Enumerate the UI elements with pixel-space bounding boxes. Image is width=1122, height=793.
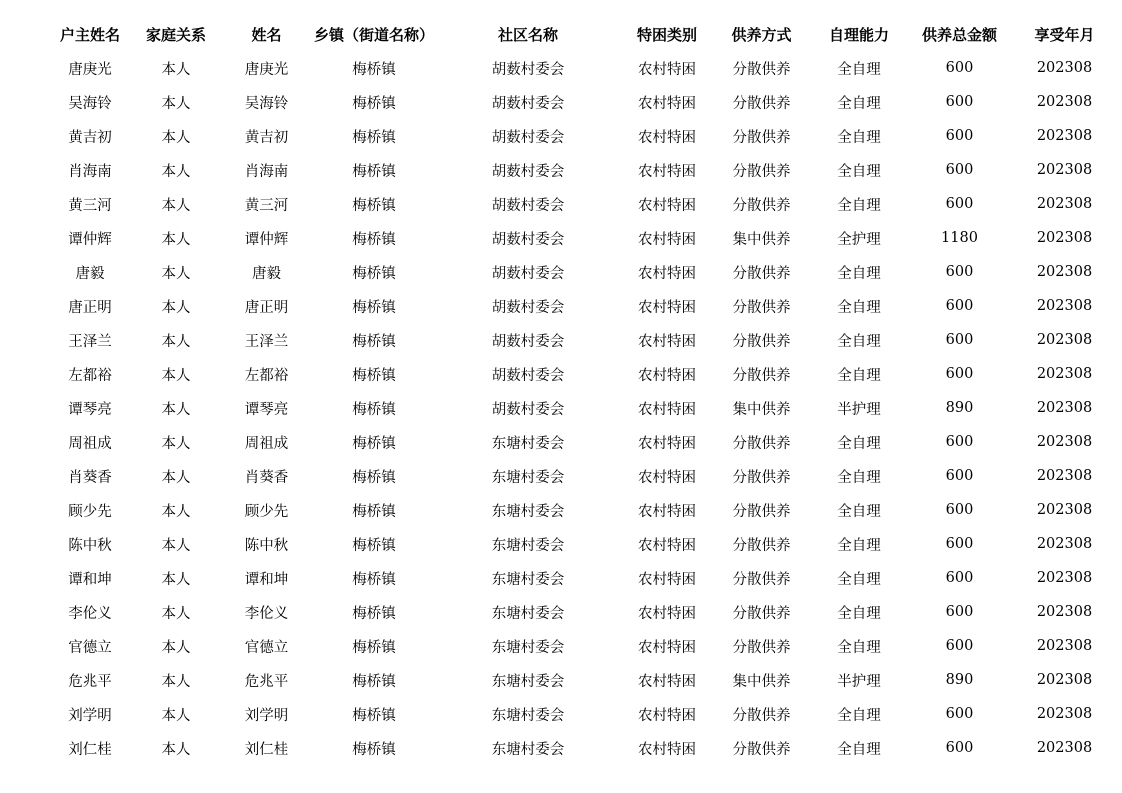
cell-relief-category: 农村特困 xyxy=(638,299,696,316)
cell-total-amount: 600 xyxy=(945,570,974,586)
cell-family-relation: 本人 xyxy=(161,639,191,656)
table-row xyxy=(0,289,1122,323)
cell-community: 胡薮村委会 xyxy=(491,163,565,180)
cell-year-month: 202308 xyxy=(1036,638,1093,654)
cell-support-method: 分散供养 xyxy=(732,333,791,350)
cell-family-relation: 本人 xyxy=(161,435,191,452)
cell-support-method: 集中供养 xyxy=(732,231,791,248)
cell-householder-name: 王泽兰 xyxy=(68,333,112,350)
cell-self-care-ability: 全自理 xyxy=(837,639,881,656)
cell-self-care-ability: 全自理 xyxy=(837,265,881,282)
cell-householder-name: 官德立 xyxy=(68,639,112,656)
cell-support-method: 分散供养 xyxy=(732,571,791,588)
cell-total-amount: 600 xyxy=(945,298,974,314)
header-total-amount: 供养总金额 xyxy=(921,25,997,44)
header-name: 姓名 xyxy=(251,25,282,44)
cell-township: 梅桥镇 xyxy=(352,571,396,588)
cell-name: 王泽兰 xyxy=(244,333,289,350)
cell-self-care-ability: 全自理 xyxy=(837,503,881,520)
cell-support-method: 分散供养 xyxy=(732,537,791,554)
cell-support-method: 分散供养 xyxy=(732,707,791,724)
cell-householder-name: 唐毅 xyxy=(75,265,105,282)
cell-family-relation: 本人 xyxy=(161,163,191,180)
table-row xyxy=(0,493,1122,527)
cell-community: 东塘村委会 xyxy=(491,469,565,486)
cell-householder-name: 唐庚光 xyxy=(68,61,112,78)
cell-relief-category: 农村特困 xyxy=(638,163,696,180)
cell-total-amount: 600 xyxy=(945,128,974,144)
cell-community: 胡薮村委会 xyxy=(491,95,565,112)
cell-householder-name: 肖海南 xyxy=(68,163,112,180)
cell-township: 梅桥镇 xyxy=(352,537,396,554)
cell-support-method: 分散供养 xyxy=(732,265,791,282)
cell-self-care-ability: 全自理 xyxy=(837,571,881,588)
cell-community: 胡薮村委会 xyxy=(491,265,565,282)
cell-relief-category: 农村特困 xyxy=(638,95,696,112)
cell-support-method: 分散供养 xyxy=(732,299,791,316)
cell-name: 谭仲辉 xyxy=(244,231,289,248)
cell-year-month: 202308 xyxy=(1036,536,1093,552)
cell-community: 胡薮村委会 xyxy=(491,299,565,316)
cell-family-relation: 本人 xyxy=(161,129,191,146)
cell-householder-name: 刘学明 xyxy=(68,707,112,724)
cell-family-relation: 本人 xyxy=(161,503,191,520)
cell-township: 梅桥镇 xyxy=(352,639,396,656)
cell-support-method: 分散供养 xyxy=(732,95,791,112)
cell-community: 东塘村委会 xyxy=(491,639,565,656)
cell-community: 东塘村委会 xyxy=(491,673,565,690)
cell-support-method: 集中供养 xyxy=(732,401,791,418)
cell-name: 顾少先 xyxy=(244,503,289,520)
cell-township: 梅桥镇 xyxy=(352,265,396,282)
cell-householder-name: 谭琴亮 xyxy=(68,401,112,418)
cell-community: 东塘村委会 xyxy=(491,503,565,520)
cell-total-amount: 600 xyxy=(945,434,974,450)
cell-total-amount: 600 xyxy=(945,94,974,110)
cell-township: 梅桥镇 xyxy=(352,163,396,180)
table-row xyxy=(0,663,1122,697)
cell-relief-category: 农村特困 xyxy=(638,197,696,214)
cell-community: 东塘村委会 xyxy=(491,605,565,622)
cell-householder-name: 谭仲辉 xyxy=(68,231,112,248)
table-row xyxy=(0,51,1122,85)
cell-name: 唐毅 xyxy=(252,265,281,282)
cell-total-amount: 600 xyxy=(945,162,974,178)
cell-total-amount: 600 xyxy=(945,536,974,552)
cell-year-month: 202308 xyxy=(1036,604,1093,620)
cell-family-relation: 本人 xyxy=(161,265,191,282)
cell-year-month: 202308 xyxy=(1036,94,1093,110)
cell-self-care-ability: 全自理 xyxy=(837,707,881,724)
cell-community: 东塘村委会 xyxy=(491,707,565,724)
cell-relief-category: 农村特困 xyxy=(638,741,696,758)
table-row xyxy=(0,731,1122,765)
cell-community: 东塘村委会 xyxy=(491,537,565,554)
cell-total-amount: 890 xyxy=(945,672,974,688)
cell-householder-name: 顾少先 xyxy=(68,503,112,520)
cell-family-relation: 本人 xyxy=(161,741,191,758)
header-township: 乡镇（街道名称） xyxy=(313,25,434,44)
cell-family-relation: 本人 xyxy=(161,197,191,214)
cell-total-amount: 1180 xyxy=(941,230,978,246)
cell-township: 梅桥镇 xyxy=(352,435,396,452)
table-row xyxy=(0,255,1122,289)
cell-name: 谭和坤 xyxy=(244,571,289,588)
cell-township: 梅桥镇 xyxy=(352,741,396,758)
cell-family-relation: 本人 xyxy=(161,231,191,248)
cell-self-care-ability: 半护理 xyxy=(837,401,881,418)
cell-township: 梅桥镇 xyxy=(352,129,396,146)
cell-support-method: 分散供养 xyxy=(732,605,791,622)
cell-total-amount: 600 xyxy=(945,196,974,212)
cell-name: 周祖成 xyxy=(244,435,289,452)
cell-township: 梅桥镇 xyxy=(352,707,396,724)
cell-self-care-ability: 全自理 xyxy=(837,163,881,180)
cell-family-relation: 本人 xyxy=(161,333,191,350)
cell-year-month: 202308 xyxy=(1036,672,1093,688)
cell-total-amount: 600 xyxy=(945,706,974,722)
cell-relief-category: 农村特困 xyxy=(638,605,696,622)
cell-householder-name: 黄吉初 xyxy=(68,129,112,146)
cell-total-amount: 890 xyxy=(945,400,974,416)
cell-name: 危兆平 xyxy=(244,673,289,690)
cell-community: 胡薮村委会 xyxy=(491,401,565,418)
cell-community: 胡薮村委会 xyxy=(491,129,565,146)
cell-householder-name: 陈中秋 xyxy=(68,537,112,554)
cell-total-amount: 600 xyxy=(945,638,974,654)
table-row xyxy=(0,357,1122,391)
cell-support-method: 分散供养 xyxy=(732,435,791,452)
cell-family-relation: 本人 xyxy=(161,537,191,554)
cell-year-month: 202308 xyxy=(1036,196,1093,212)
cell-township: 梅桥镇 xyxy=(352,231,396,248)
cell-township: 梅桥镇 xyxy=(352,333,396,350)
table-row xyxy=(0,595,1122,629)
table-header-row xyxy=(0,17,1122,51)
table-row xyxy=(0,119,1122,153)
cell-householder-name: 肖葵香 xyxy=(68,469,112,486)
cell-year-month: 202308 xyxy=(1036,366,1093,382)
cell-name: 唐正明 xyxy=(244,299,289,316)
cell-householder-name: 黄三河 xyxy=(68,197,112,214)
cell-year-month: 202308 xyxy=(1036,502,1093,518)
cell-relief-category: 农村特困 xyxy=(638,435,696,452)
cell-relief-category: 农村特困 xyxy=(638,503,696,520)
cell-family-relation: 本人 xyxy=(161,299,191,316)
cell-name: 肖葵香 xyxy=(244,469,289,486)
cell-name: 肖海南 xyxy=(244,163,289,180)
cell-township: 梅桥镇 xyxy=(352,401,396,418)
cell-support-method: 分散供养 xyxy=(732,129,791,146)
table-row xyxy=(0,391,1122,425)
cell-township: 梅桥镇 xyxy=(352,367,396,384)
cell-year-month: 202308 xyxy=(1036,332,1093,348)
header-support-method: 供养方式 xyxy=(731,25,792,44)
table-row xyxy=(0,85,1122,119)
cell-self-care-ability: 全自理 xyxy=(837,129,881,146)
cell-year-month: 202308 xyxy=(1036,298,1093,314)
cell-self-care-ability: 全自理 xyxy=(837,741,881,758)
cell-year-month: 202308 xyxy=(1036,740,1093,756)
cell-support-method: 分散供养 xyxy=(732,61,791,78)
cell-householder-name: 吴海铃 xyxy=(68,95,112,112)
cell-householder-name: 李伦义 xyxy=(68,605,112,622)
cell-township: 梅桥镇 xyxy=(352,95,396,112)
cell-name: 刘仁桂 xyxy=(244,741,289,758)
cell-relief-category: 农村特困 xyxy=(638,639,696,656)
cell-family-relation: 本人 xyxy=(161,367,191,384)
cell-township: 梅桥镇 xyxy=(352,673,396,690)
table-row xyxy=(0,221,1122,255)
cell-relief-category: 农村特困 xyxy=(638,707,696,724)
cell-community: 胡薮村委会 xyxy=(491,333,565,350)
cell-self-care-ability: 全自理 xyxy=(837,435,881,452)
cell-support-method: 分散供养 xyxy=(732,639,791,656)
cell-support-method: 分散供养 xyxy=(732,197,791,214)
cell-self-care-ability: 全自理 xyxy=(837,469,881,486)
cell-total-amount: 600 xyxy=(945,60,974,76)
cell-community: 东塘村委会 xyxy=(491,741,565,758)
cell-relief-category: 农村特困 xyxy=(638,231,696,248)
header-householder-name: 户主姓名 xyxy=(59,25,120,44)
cell-householder-name: 左都裕 xyxy=(68,367,112,384)
cell-support-method: 分散供养 xyxy=(732,367,791,384)
cell-self-care-ability: 半护理 xyxy=(837,673,881,690)
table-row xyxy=(0,629,1122,663)
cell-community: 胡薮村委会 xyxy=(491,61,565,78)
cell-township: 梅桥镇 xyxy=(352,197,396,214)
cell-relief-category: 农村特困 xyxy=(638,129,696,146)
cell-relief-category: 农村特困 xyxy=(638,367,696,384)
cell-family-relation: 本人 xyxy=(161,401,191,418)
cell-township: 梅桥镇 xyxy=(352,605,396,622)
table-row xyxy=(0,153,1122,187)
relief-roster-table xyxy=(0,17,1122,765)
table-row xyxy=(0,527,1122,561)
cell-year-month: 202308 xyxy=(1036,468,1093,484)
cell-name: 唐庚光 xyxy=(244,61,289,78)
table-row xyxy=(0,323,1122,357)
cell-self-care-ability: 全自理 xyxy=(837,537,881,554)
cell-support-method: 集中供养 xyxy=(732,673,791,690)
cell-name: 黄三河 xyxy=(244,197,289,214)
table-row xyxy=(0,187,1122,221)
cell-community: 东塘村委会 xyxy=(491,571,565,588)
table-row xyxy=(0,425,1122,459)
header-relief-category: 特困类别 xyxy=(636,25,697,44)
cell-family-relation: 本人 xyxy=(161,571,191,588)
table-row xyxy=(0,697,1122,731)
cell-self-care-ability: 全自理 xyxy=(837,61,881,78)
cell-name: 左都裕 xyxy=(244,367,289,384)
cell-year-month: 202308 xyxy=(1036,706,1093,722)
cell-community: 胡薮村委会 xyxy=(491,367,565,384)
cell-householder-name: 谭和坤 xyxy=(68,571,112,588)
cell-year-month: 202308 xyxy=(1036,264,1093,280)
cell-name: 李伦义 xyxy=(244,605,289,622)
cell-community: 胡薮村委会 xyxy=(491,231,565,248)
cell-name: 谭琴亮 xyxy=(244,401,289,418)
cell-family-relation: 本人 xyxy=(161,95,191,112)
cell-self-care-ability: 全自理 xyxy=(837,367,881,384)
cell-township: 梅桥镇 xyxy=(352,299,396,316)
cell-relief-category: 农村特困 xyxy=(638,673,696,690)
cell-householder-name: 周祖成 xyxy=(68,435,112,452)
cell-total-amount: 600 xyxy=(945,502,974,518)
cell-relief-category: 农村特困 xyxy=(638,333,696,350)
cell-township: 梅桥镇 xyxy=(352,503,396,520)
cell-total-amount: 600 xyxy=(945,740,974,756)
cell-relief-category: 农村特困 xyxy=(638,401,696,418)
cell-name: 官德立 xyxy=(244,639,289,656)
cell-relief-category: 农村特困 xyxy=(638,469,696,486)
cell-support-method: 分散供养 xyxy=(732,503,791,520)
cell-self-care-ability: 全自理 xyxy=(837,333,881,350)
cell-support-method: 分散供养 xyxy=(732,163,791,180)
header-self-care-ability: 自理能力 xyxy=(828,25,889,44)
cell-year-month: 202308 xyxy=(1036,570,1093,586)
cell-relief-category: 农村特困 xyxy=(638,265,696,282)
cell-year-month: 202308 xyxy=(1036,400,1093,416)
header-family-relation: 家庭关系 xyxy=(145,25,206,44)
cell-name: 黄吉初 xyxy=(244,129,289,146)
cell-family-relation: 本人 xyxy=(161,469,191,486)
header-community: 社区名称 xyxy=(497,25,558,44)
header-year-month: 享受年月 xyxy=(1034,25,1095,44)
cell-total-amount: 600 xyxy=(945,468,974,484)
cell-self-care-ability: 全自理 xyxy=(837,605,881,622)
cell-total-amount: 600 xyxy=(945,332,974,348)
table-row xyxy=(0,459,1122,493)
cell-year-month: 202308 xyxy=(1036,162,1093,178)
cell-householder-name: 危兆平 xyxy=(68,673,112,690)
cell-relief-category: 农村特困 xyxy=(638,571,696,588)
cell-total-amount: 600 xyxy=(945,604,974,620)
cell-year-month: 202308 xyxy=(1036,60,1093,76)
cell-name: 吴海铃 xyxy=(244,95,289,112)
cell-total-amount: 600 xyxy=(945,366,974,382)
cell-householder-name: 刘仁桂 xyxy=(68,741,112,758)
cell-year-month: 202308 xyxy=(1036,230,1093,246)
cell-relief-category: 农村特困 xyxy=(638,537,696,554)
cell-relief-category: 农村特困 xyxy=(638,61,696,78)
cell-family-relation: 本人 xyxy=(161,61,191,78)
cell-self-care-ability: 全自理 xyxy=(837,197,881,214)
cell-support-method: 分散供养 xyxy=(732,741,791,758)
cell-self-care-ability: 全自理 xyxy=(837,95,881,112)
cell-family-relation: 本人 xyxy=(161,673,191,690)
cell-community: 胡薮村委会 xyxy=(491,197,565,214)
cell-total-amount: 600 xyxy=(945,264,974,280)
cell-township: 梅桥镇 xyxy=(352,61,396,78)
cell-community: 东塘村委会 xyxy=(491,435,565,452)
cell-support-method: 分散供养 xyxy=(732,469,791,486)
cell-family-relation: 本人 xyxy=(161,605,191,622)
cell-year-month: 202308 xyxy=(1036,128,1093,144)
cell-family-relation: 本人 xyxy=(161,707,191,724)
cell-self-care-ability: 全自理 xyxy=(837,299,881,316)
cell-householder-name: 唐正明 xyxy=(68,299,112,316)
cell-name: 刘学明 xyxy=(244,707,289,724)
cell-name: 陈中秋 xyxy=(244,537,289,554)
cell-self-care-ability: 全护理 xyxy=(837,231,881,248)
cell-year-month: 202308 xyxy=(1036,434,1093,450)
cell-township: 梅桥镇 xyxy=(352,469,396,486)
table-row xyxy=(0,561,1122,595)
